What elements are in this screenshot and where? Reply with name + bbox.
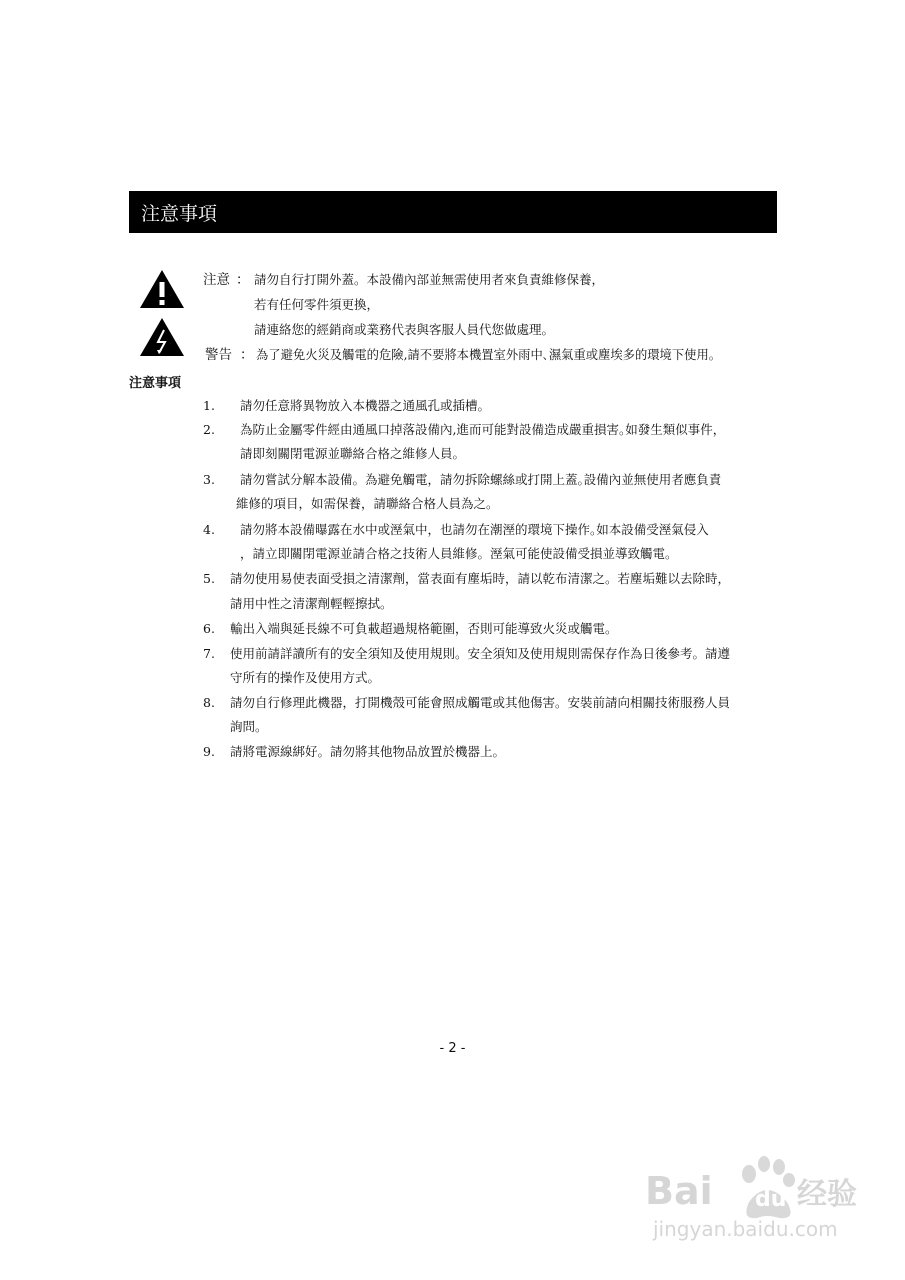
section-header-bar bbox=[129, 191, 777, 233]
svg-text:Bai: Bai bbox=[645, 1169, 713, 1213]
item-text: 請用中性之清潔劑輕輕擦拭。 bbox=[230, 596, 393, 611]
warning-line: 為了避免火災及觸電的危險,請不要將本機置室外雨中､濕氣重或塵埃多的環境下使用｡ bbox=[256, 348, 715, 362]
item-number: 7. bbox=[203, 646, 215, 661]
header-title: 注意事項 bbox=[141, 202, 218, 225]
lightning-triangle-icon bbox=[138, 316, 186, 358]
item-text: 使用前請詳讀所有的安全須知及使用規則。安全須知及使用規則需保存作為日後參考。請遵 bbox=[230, 646, 731, 661]
caution-separator: ： bbox=[236, 272, 250, 288]
caution-line-2: 若有任何零件須更換， bbox=[254, 297, 380, 312]
item-number: 1. bbox=[203, 398, 215, 413]
item-text: 守所有的操作及使用方式。 bbox=[230, 670, 381, 685]
svg-text:jingyan.baidu.com: jingyan.baidu.com bbox=[653, 1217, 838, 1241]
item-number: 4. bbox=[203, 522, 215, 537]
item-text: 輸出入端與延長線不可負載超過規格範圍，否則可能導致火災或觸電。 bbox=[230, 621, 618, 636]
item-text: 請勿任意將異物放入本機器之通風孔或插槽。 bbox=[240, 398, 491, 413]
item-text: 維修的項目，如需保養，請聯絡合格人員為之。 bbox=[236, 496, 499, 511]
item-text: 請將電源線綁好。請勿將其他物品放置於機器上。 bbox=[230, 744, 506, 759]
item-text: 請勿將本設備曝露在水中或溼氣中，也請勿在潮溼的環境下操作｡如本設備受溼氣侵入 bbox=[240, 522, 709, 537]
item-number: 2. bbox=[203, 422, 215, 437]
exclamation-triangle-icon bbox=[138, 268, 186, 310]
item-text: ，請立即關閉電源並請合格之技術人員維修。溼氣可能使設備受損並導致觸電。 bbox=[240, 546, 678, 561]
svg-text:du: du bbox=[755, 1187, 787, 1212]
item-number: 3. bbox=[203, 472, 215, 487]
item-text: 請勿自行修理此機器，打開機殼可能會照成觸電或其他傷害。安裝前請向相關技術服務人員 bbox=[230, 695, 731, 710]
section-subtitle: 注意事項 bbox=[129, 376, 182, 391]
caution-line-3: 請連絡您的經銷商或業務代表與客服人員代您做處理。 bbox=[254, 322, 555, 337]
item-number: 5. bbox=[203, 571, 215, 586]
warning-label: 警告 bbox=[205, 347, 232, 363]
item-text: 為防止金屬零件經由通風口掉落設備內,進而可能對設備造成嚴重損害｡如發生類似事件， bbox=[240, 422, 726, 437]
item-number: 9. bbox=[203, 744, 215, 759]
item-text: 請勿使用易使表面受損之清潔劑，當表面有塵垢時，請以乾布清潔之。若塵垢難以去除時， bbox=[230, 571, 731, 586]
item-number: 6. bbox=[203, 621, 215, 636]
item-number: 8. bbox=[203, 695, 215, 710]
page-number: - 2 - bbox=[439, 1041, 466, 1056]
item-text: 請勿嘗試分解本設備。為避免觸電，請勿拆除螺絲或打開上蓋｡設備內並無使用者應負責 bbox=[240, 472, 722, 487]
caution-line-1: 請勿自行打開外蓋。本設備內部並無需使用者來負責維修保養， bbox=[254, 272, 605, 287]
svg-text:经验: 经验 bbox=[797, 1177, 857, 1212]
caution-label: 注意 bbox=[203, 272, 230, 288]
item-text: 請即刻關閉電源並聯絡合格之維修人員。 bbox=[240, 446, 466, 461]
warning-separator: ： bbox=[240, 347, 254, 363]
baidu-watermark-logo bbox=[637, 1140, 867, 1250]
item-text: 詢問。 bbox=[230, 719, 268, 734]
